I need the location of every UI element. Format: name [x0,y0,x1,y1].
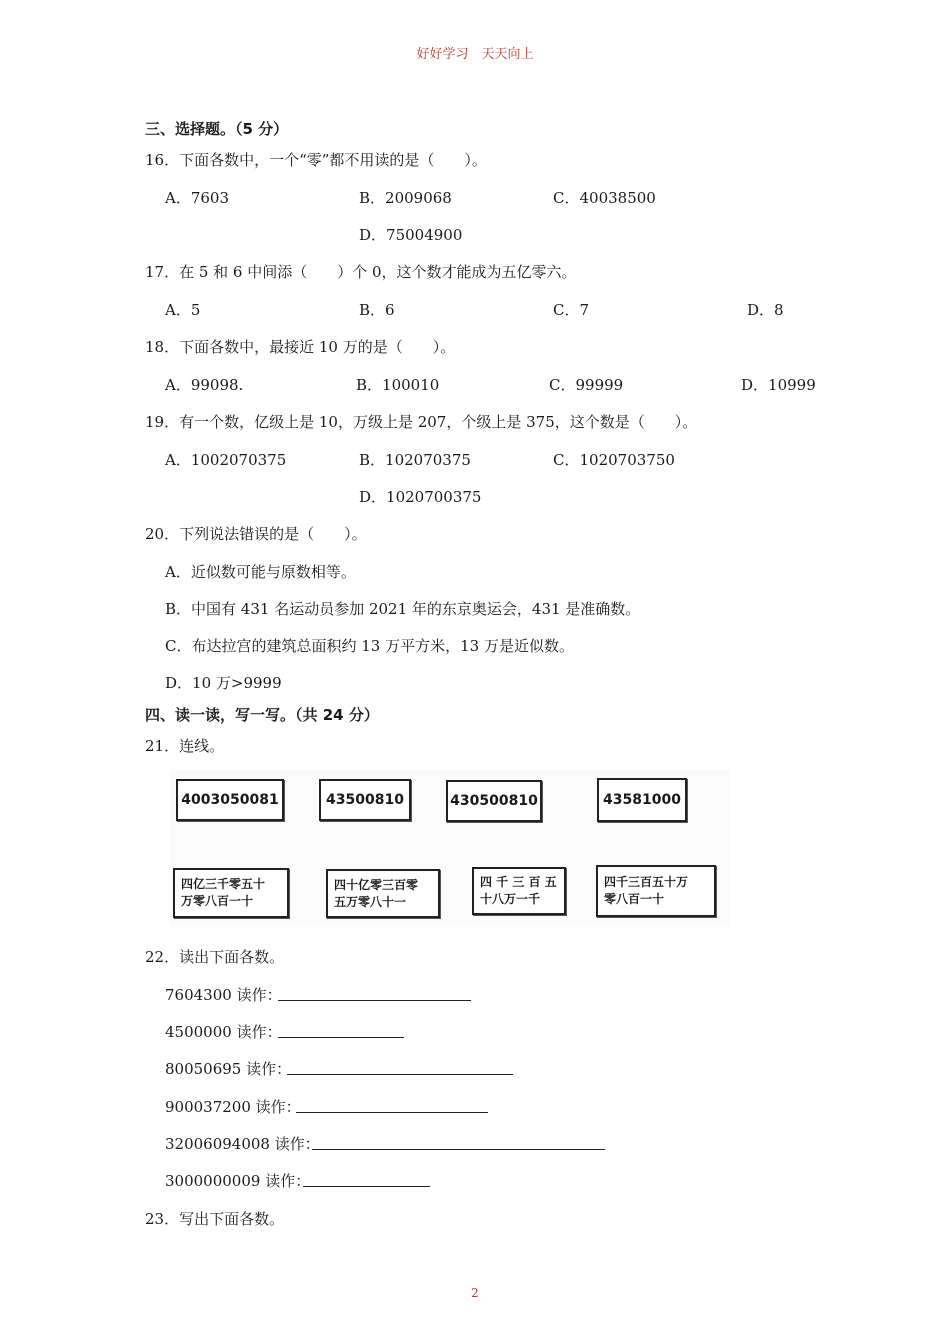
page-number: 2 [471,1286,479,1300]
answer-line-1[interactable] [278,1000,471,1001]
question-16: 16．下面各数中，一个“零”都不用读的是（ ）。 [145,151,487,169]
question-23: 23．写出下面各数。 [145,1210,285,1228]
number-card-4: 43581000 [597,778,687,822]
answer-line-5[interactable] [312,1149,605,1150]
q16-option-d: D．75004900 [359,226,463,244]
question-22: 22．读出下面各数。 [145,948,285,966]
question-18: 18．下面各数中，最接近 10 万的是（ ）。 [145,338,456,356]
q20-option-c: C．布达拉宫的建筑总面积约 13 万平方米，13 万是近似数。 [165,637,574,655]
word-card-3-line-1: 四 千 三 百 五 [480,875,557,889]
q16-option-b: B．2009068 [359,189,452,207]
word-card-1 [173,868,289,918]
section-4-title: 四、读一读，写一写。（共 24 分） [145,706,379,724]
word-card-2-line-1: 四十亿零三百零 [334,877,419,892]
word-card-1-line-1: 四亿三千零五十 [181,877,266,891]
answer-line-3[interactable] [287,1074,513,1075]
q19-option-c: C．1020703750 [553,451,675,469]
read-item-4: 900037200 读作： [165,1098,301,1116]
question-19: 19．有一个数，亿级上是 10，万级上是 207，个级上是 375，这个数是（ ）。 [145,413,698,431]
word-card-1-line-2: 万零八百一十 [181,894,254,908]
question-20: 20．下列说法错误的是（ ）。 [145,525,367,543]
q20-option-a: A．近似数可能与原数相等。 [165,563,356,581]
read-item-5: 32006094008 读作： [165,1135,320,1153]
word-card-3 [472,867,566,915]
q20-option-b: B．中国有 431 名运动员参加 2021 年的东京奥运会，431 是准确数。 [165,600,641,618]
number-card-2: 43500810 [319,779,411,821]
section-3-title: 三、选择题。（5 分） [145,120,289,138]
q17-option-a: A．5 [165,301,201,319]
page-header: 好好学习 天天向上 [416,47,534,62]
question-17: 17．在 5 和 6 中间添（ ）个 0，这个数才能成为五亿零六。 [145,263,577,281]
q20-option-d: D．10 万>9999 [165,674,282,692]
q16-option-a: A．7603 [165,189,230,207]
word-card-4 [596,865,716,917]
word-card-4-line-1: 四千三百五十万 [604,875,689,889]
answer-line-6[interactable] [303,1186,430,1187]
q18-option-c: C．99999 [549,376,624,394]
read-item-6: 3000000009 读作： [165,1172,311,1190]
question-21: 21．连线。 [145,737,225,755]
word-card-2 [326,869,440,918]
word-card-3-line-2: 十八万一千 [480,892,541,906]
word-card-4-line-2: 零八百一十 [604,892,665,906]
word-card-2-line-2: 五万零八十一 [334,894,407,909]
q19-option-d: D．1020700375 [359,488,482,506]
q19-option-a: A．1002070375 [165,451,287,469]
q18-option-a: A．99098. [165,376,244,394]
answer-line-2[interactable] [278,1037,404,1038]
q19-option-b: B．102070375 [359,451,471,469]
q18-option-d: D．10999 [741,376,816,394]
answer-line-4[interactable] [296,1112,488,1113]
q17-option-b: B．6 [359,301,395,319]
number-card-3: 430500810 [446,780,542,822]
number-card-1: 4003050081 [176,779,284,821]
q18-option-b: B．100010 [356,376,440,394]
read-item-3: 80050695 读作： [165,1060,292,1078]
q17-option-d: D．8 [747,301,784,319]
read-item-1: 7604300 读作： [165,986,282,1004]
read-item-2: 4500000 读作： [165,1023,282,1041]
q16-option-c: C．40038500 [553,189,656,207]
q17-option-c: C．7 [553,301,590,319]
